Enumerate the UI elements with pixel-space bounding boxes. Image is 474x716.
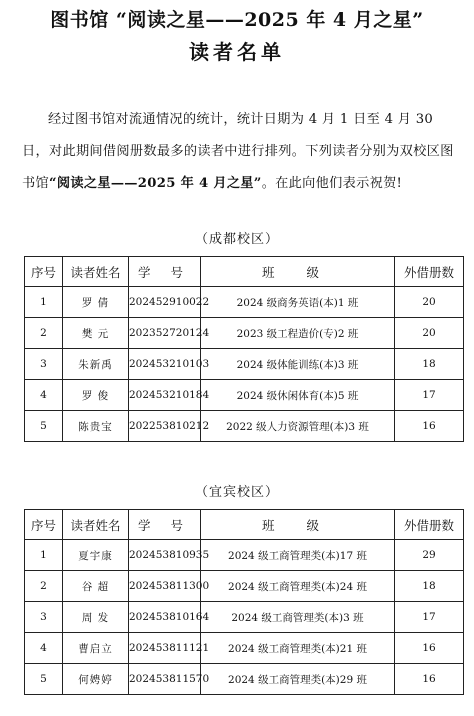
cell-name: 谷 超	[63, 571, 129, 602]
cell-no: 2	[25, 571, 63, 602]
column-header-student-id: 学 号	[129, 257, 201, 287]
cell-no: 5	[25, 411, 63, 442]
cell-student-id: 202453810164	[129, 602, 201, 633]
cell-student-id: 202453811121	[129, 633, 201, 664]
cell-class: 2024 级工商管理类(本)24 班	[201, 571, 395, 602]
cell-name: 夏宇康	[63, 540, 129, 571]
cell-no: 4	[25, 633, 63, 664]
reader-table-yibin	[24, 509, 464, 695]
cell-class: 2024 级工商管理类(本)3 班	[201, 602, 395, 633]
table-header-row	[25, 257, 464, 287]
cell-count: 18	[395, 571, 464, 602]
table-header-row	[25, 510, 464, 540]
reader-table-chengdu	[24, 256, 464, 442]
table-row	[25, 287, 464, 318]
cell-name: 周 发	[63, 602, 129, 633]
cell-no: 5	[25, 664, 63, 695]
document-title: 图书馆 “阅读之星——2025 年 4 月之星”	[50, 9, 424, 31]
cell-count: 29	[395, 540, 464, 571]
column-header-name: 读者姓名	[63, 257, 129, 287]
cell-student-id: 202453210184	[129, 380, 201, 411]
cell-no: 4	[25, 380, 63, 411]
cell-no: 3	[25, 602, 63, 633]
column-header-no: 序号	[25, 510, 63, 540]
column-header-class: 班 级	[201, 510, 395, 540]
cell-no: 3	[25, 349, 63, 380]
cell-no: 2	[25, 318, 63, 349]
cell-name: 陈贵宝	[63, 411, 129, 442]
cell-name: 曹启立	[63, 633, 129, 664]
column-header-count: 外借册数	[395, 510, 464, 540]
table-row	[25, 571, 464, 602]
cell-student-id: 202453810935	[129, 540, 201, 571]
campus-label-chengdu: （成都校区）	[194, 232, 279, 247]
cell-no: 1	[25, 540, 63, 571]
cell-name: 朱新禹	[63, 349, 129, 380]
cell-count: 18	[395, 349, 464, 380]
column-header-count: 外借册数	[395, 257, 464, 287]
cell-class: 2024 级商务英语(本)1 班	[201, 287, 395, 318]
column-header-student-id: 学 号	[129, 510, 201, 540]
cell-name: 罗 倩	[63, 287, 129, 318]
cell-count: 17	[395, 380, 464, 411]
cell-name: 樊 元	[63, 318, 129, 349]
cell-class: 2024 级体能训练(本)3 班	[201, 349, 395, 380]
column-header-class: 班 级	[201, 257, 395, 287]
cell-class: 2024 级工商管理类(本)29 班	[201, 664, 395, 695]
document-subtitle: 读者名单	[189, 40, 285, 64]
table-row	[25, 633, 464, 664]
column-header-name: 读者姓名	[63, 510, 129, 540]
cell-class: 2024 级工商管理类(本)17 班	[201, 540, 395, 571]
cell-class: 2024 级工商管理类(本)21 班	[201, 633, 395, 664]
column-header-no: 序号	[25, 257, 63, 287]
cell-name: 罗 俊	[63, 380, 129, 411]
intro-highlight: “阅读之星——2025 年 4 月之星”	[48, 176, 262, 191]
cell-student-id: 202352720124	[129, 318, 201, 349]
cell-count: 16	[395, 411, 464, 442]
cell-student-id: 202453811570	[129, 664, 201, 695]
intro-paragraph	[22, 104, 462, 200]
cell-class: 2024 级休闲体育(本)5 班	[201, 380, 395, 411]
cell-count: 16	[395, 664, 464, 695]
table-row	[25, 540, 464, 571]
cell-student-id: 202453210103	[129, 349, 201, 380]
intro-text: 经过图书馆对流通情况的统计，统计日期为 4 月 1 日至 4 月 30 日，对此期间借阅册数最多的读者中进行排列。下列读者分别为双校区图书馆	[22, 112, 454, 191]
cell-no: 1	[25, 287, 63, 318]
table-row	[25, 380, 464, 411]
cell-count: 20	[395, 318, 464, 349]
table-row	[25, 349, 464, 380]
cell-name: 何娉婷	[63, 664, 129, 695]
cell-student-id: 202253810212	[129, 411, 201, 442]
cell-class: 2023 级工程造价(专)2 班	[201, 318, 395, 349]
cell-student-id: 202452910022	[129, 287, 201, 318]
table-row	[25, 411, 464, 442]
cell-count: 20	[395, 287, 464, 318]
cell-class: 2022 级人力资源管理(本)3 班	[201, 411, 395, 442]
intro-text-end: 。在此向他们表示祝贺!	[261, 176, 403, 191]
cell-count: 17	[395, 602, 464, 633]
cell-student-id: 202453811300	[129, 571, 201, 602]
table-row	[25, 664, 464, 695]
table-row	[25, 602, 464, 633]
cell-count: 16	[395, 633, 464, 664]
table-row	[25, 318, 464, 349]
campus-label-yibin: （宜宾校区）	[194, 485, 279, 500]
